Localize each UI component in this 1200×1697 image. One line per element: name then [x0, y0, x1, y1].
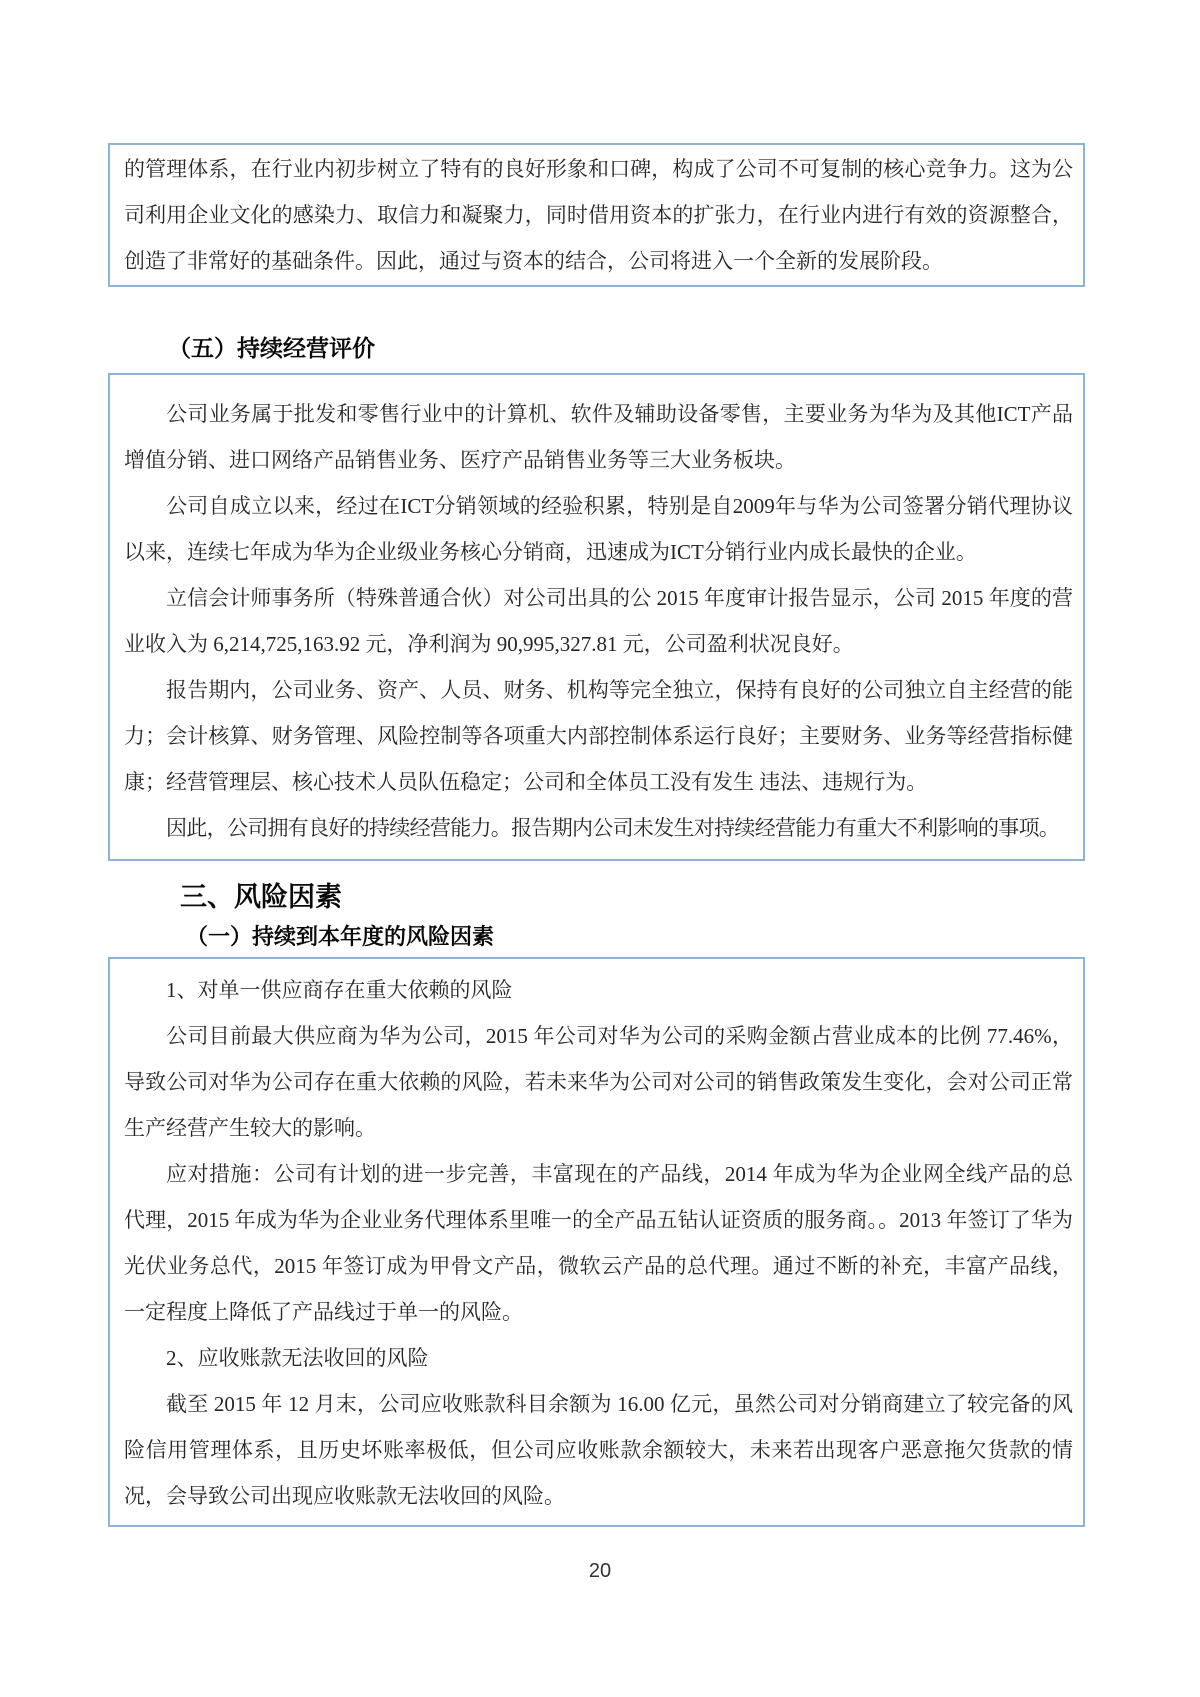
going-concern-paragraph-business-scope: 公司业务属于批发和零售行业中的计算机、软件及辅助设备零售，主要业务为华为及其他ICT产品增值分销、进口网络产品销售业务、医疗产品销售业务等三大业务板块。	[124, 402, 1073, 472]
going-concern-paragraph-ict-history: 公司自成立以来，经过在ICT分销领域的经验积累，特别是自2009年与华为公司签署分销代理协议以来，连续七年成为华为企业级业务核心分销商，迅速成为ICT分销行业内成长最快的企业。	[124, 494, 1073, 564]
current-year-risks-subheading: （一）持续到本年度的风险因素	[186, 924, 495, 949]
risk-factors-heading: 三、风险因素	[180, 882, 342, 912]
going-concern-heading: （五）持续经营评价	[168, 335, 375, 361]
going-concern-paragraph-conclusion: 因此，公司拥有良好的持续经营能力。报告期内公司未发生对持续经营能力有重大不利影响的事项。	[166, 816, 1060, 840]
risk-item-1-title: 1、对单一供应商存在重大依赖的风险	[166, 978, 513, 1002]
risk-item-1-countermeasures: 应对措施：公司有计划的进一步完善，丰富现在的产品线，2014 年成为华为企业网全线产品的总代理，2015 年成为华为企业业务代理体系里唯一的全产品五钻认证资质的服务商。。2013 年签订了华为光伏业务总代，2015 年签订成为甲骨文产品，微软云产品的总代理。通过不断的补充，丰富产品线，一定程度上降低了产品线过于单一的风险。	[124, 1162, 1073, 1324]
going-concern-text-box	[108, 373, 1085, 861]
risk-item-2-title: 2、应收账款无法收回的风险	[166, 1346, 429, 1370]
page-number: 20	[588, 1560, 612, 1582]
going-concern-paragraph-independence: 报告期内，公司业务、资产、人员、财务、机构等完全独立，保持有良好的公司独立自主经营的能力；会计核算、财务管理、风险控制等各项重大内部控制体系运行良好；主要财务、业务等经营指标健康；经营管理层、核心技术人员队伍稳定；公司和全体员工没有发生 违法、违规行为。	[124, 678, 1073, 794]
risk-item-2-description: 截至 2015 年 12 月末，公司应收账款科目余额为 16.00 亿元，虽然公司对分销商建立了较完备的风险信用管理体系，且历史坏账率极低，但公司应收账款余额较大，未来若出现客户恶意拖欠货款的情况，会导致公司出现应收账款无法收回的风险。	[124, 1392, 1073, 1508]
risk-factors-text-box	[108, 957, 1085, 1527]
intro-continuation-paragraph: 的管理体系，在行业内初步树立了特有的良好形象和口碑，构成了公司不可复制的核心竞争力。这为公司利用企业文化的感染力、取信力和凝聚力，同时借用资本的扩张力，在行业内进行有效的资源整合，创造了非常好的基础条件。因此，通过与资本的结合，公司将进入一个全新的发展阶段。	[124, 157, 1073, 273]
going-concern-paragraph-audit-figures: 立信会计师事务所（特殊普通合伙）对公司出具的公 2015 年度审计报告显示，公司 2015 年度的营业收入为 6,214,725,163.92 元，净利润为 90,995,327.81 元，公司盈利状况良好。	[124, 586, 1073, 656]
risk-item-1-description: 公司目前最大供应商为华为公司，2015 年公司对华为公司的采购金额占营业成本的比例 77.46%，导致公司对华为公司存在重大依赖的风险，若未来华为公司对公司的销售政策发生变化，会对公司正常生产经营产生较大的影响。	[124, 1024, 1073, 1140]
management-system-text-box	[108, 143, 1085, 287]
